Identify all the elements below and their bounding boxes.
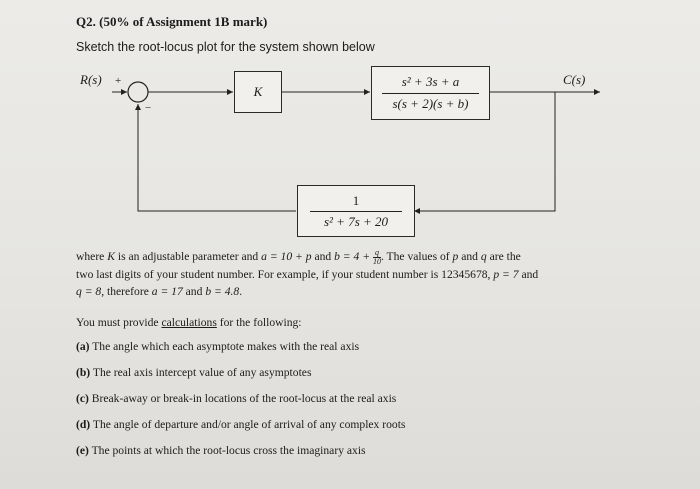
para-var-p: p bbox=[452, 250, 459, 263]
para-eq-a-example: a = 17 bbox=[151, 284, 183, 298]
task-text: The angle of departure and/or angle of arrival of any complex roots bbox=[90, 418, 406, 431]
input-label: R(s) bbox=[80, 72, 102, 87]
task-intro-text: for the following: bbox=[216, 316, 302, 329]
plant-denominator: s(s + 2)(s + b) bbox=[392, 96, 469, 111]
question-instruction: Sketch the root-locus plot for the system shown below bbox=[76, 40, 375, 54]
task-item-a bbox=[76, 340, 359, 353]
para-var-k: K bbox=[107, 250, 115, 263]
para-text: where bbox=[76, 250, 108, 263]
para-eq-b-example: b = 4.8 bbox=[205, 284, 240, 298]
plus-sign: + bbox=[115, 75, 122, 87]
task-letter: (c) bbox=[76, 392, 89, 405]
para-text: and bbox=[182, 284, 206, 298]
question-heading: Q2. (50% of Assignment 1B mark) bbox=[76, 14, 268, 29]
task-intro bbox=[76, 316, 302, 329]
gain-block-label: K bbox=[253, 84, 263, 99]
feedback-denominator: s² + 7s + 20 bbox=[323, 214, 389, 229]
task-item-c bbox=[76, 392, 396, 405]
feedback-numerator: 1 bbox=[352, 193, 360, 208]
plant-numerator: s² + 3s + a bbox=[401, 74, 460, 89]
task-letter: (b) bbox=[76, 366, 91, 379]
output-label: C(s) bbox=[563, 72, 586, 87]
task-item-d bbox=[76, 418, 405, 431]
feedback-line-left bbox=[138, 104, 296, 211]
para-text: . The values of bbox=[380, 250, 453, 263]
feedback-fraction-bar bbox=[310, 211, 402, 212]
para-text: and bbox=[311, 250, 335, 263]
task-letter: (e) bbox=[76, 444, 89, 457]
para-eq-q: q = 8 bbox=[76, 284, 102, 298]
para-eq-a: a = 10 + p bbox=[261, 250, 312, 263]
task-item-e bbox=[76, 444, 366, 457]
plant-fraction-bar bbox=[382, 93, 479, 94]
task-letter: (d) bbox=[76, 418, 91, 431]
parameter-paragraph bbox=[76, 248, 616, 300]
fraction-denominator: 10 bbox=[372, 256, 381, 266]
gain-block bbox=[234, 71, 282, 113]
task-text: Break-away or break-in locations of the root-locus at the real axis bbox=[88, 392, 397, 405]
task-letter: (a) bbox=[76, 340, 90, 353]
task-intro-underlined: calculations bbox=[161, 316, 217, 329]
feedback-block bbox=[297, 185, 415, 237]
para-text: two last digits of your student number. For example, if your student number is 12345678, bbox=[76, 267, 494, 281]
para-eq-p: p = 7 bbox=[493, 267, 519, 281]
task-text: The real axis intercept value of any asymptotes bbox=[90, 366, 312, 379]
minus-sign: − bbox=[145, 102, 152, 114]
para-text: , therefore bbox=[101, 284, 152, 298]
para-var-q: q bbox=[480, 250, 487, 263]
plant-block bbox=[371, 66, 490, 120]
para-text: and bbox=[518, 267, 539, 281]
task-item-b bbox=[76, 366, 311, 379]
para-text: is an adjustable parameter and bbox=[114, 250, 262, 263]
para-text: are the bbox=[486, 250, 521, 263]
task-intro-text: You must provide bbox=[76, 316, 162, 329]
para-text: and bbox=[458, 250, 481, 263]
fraction-numerator: q bbox=[374, 247, 379, 257]
para-eq-b: b = 4 + bbox=[334, 250, 373, 263]
task-text: The angle which each asymptote makes with the real axis bbox=[89, 340, 360, 353]
summing-junction bbox=[128, 82, 148, 102]
task-text: The points at which the root-locus cross the imaginary axis bbox=[88, 444, 366, 457]
fraction-q-over-10 bbox=[373, 249, 381, 266]
para-text: . bbox=[239, 284, 243, 298]
